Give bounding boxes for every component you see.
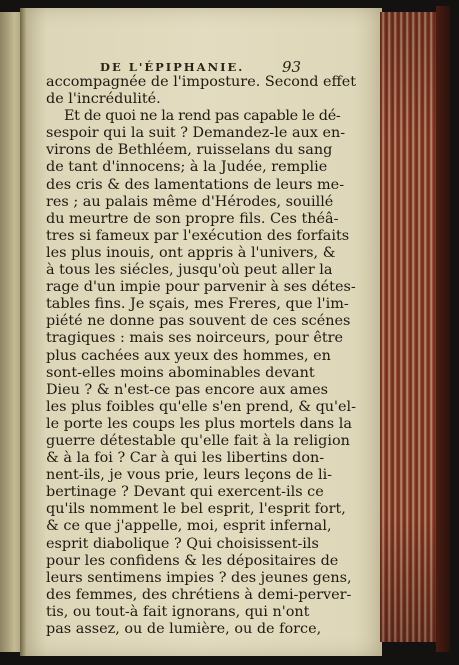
text-line: bertinage ? Devant qui exercent-ils ce: [46, 484, 324, 501]
text-line: esprit diabolique ? Qui choisissent-ils: [46, 535, 319, 552]
text-line: sespoir qui la suit ? Demandez-le aux en-: [46, 125, 346, 142]
text-line: à tous les siécles, jusqu'où peut aller la: [46, 262, 333, 279]
text-line: tables fins. Je sçais, mes Freres, que l'im-: [46, 296, 349, 313]
text-line: & à la foi ? Car à qui les libertins don-: [46, 450, 325, 467]
text-line: sont-elles moins abominables devant: [46, 364, 315, 381]
text-line: pas assez, ou de lumière, ou de force,: [46, 621, 322, 637]
text-line: qu'ils nomment le bel esprit, l'esprit fort,: [46, 501, 346, 518]
text-line: leurs sentimens impies ? des jeunes gens,: [46, 569, 352, 586]
running-head: DE L'ÉPIPHANIE.: [100, 60, 245, 74]
text-line: de tant d'innocens; à la Judée, remplie: [46, 159, 328, 176]
page-edges-shadow: [380, 12, 438, 642]
text-line: le porte les coups les plus mortels dans la: [46, 415, 352, 432]
book-cover: [436, 6, 450, 652]
text-line: de l'incrédulité.: [46, 91, 161, 108]
text-line: pour les confidens & les dépositaires de: [46, 552, 339, 569]
text-line: Et de quoi ne la rend pas capable le dé-: [64, 108, 341, 125]
text-line: Dieu ? & n'est-ce pas encore aux ames: [46, 381, 328, 398]
text-line: accompagnée de l'imposture. Second effet: [46, 74, 357, 90]
text-line: rage d'un impie pour parvenir à ses détes-: [46, 279, 356, 296]
text-line: du meurtre de son propre fils. Ces théâ-: [46, 210, 339, 227]
text-line: & ce que j'appelle, moi, esprit infernal,: [46, 518, 332, 535]
text-line: des femmes, des chrétiens à demi-perver-: [46, 586, 352, 603]
text-line: res ; au palais même d'Hérodes, souillé: [46, 193, 334, 210]
page-number: 93: [282, 58, 302, 76]
text-line: tis, ou tout-à fait ignorans, qui n'ont: [46, 603, 310, 620]
text-line: les plus foibles qu'elle s'en prend, & qu'el-: [46, 398, 356, 415]
text-line: tres si fameux par l'exécution des forfaits: [46, 227, 350, 244]
text-line: virons de Bethléem, ruisselans du sang: [46, 142, 333, 159]
text-line: guerre détestable qu'elle fait à la religion: [46, 432, 350, 449]
page-text: [46, 74, 358, 638]
text-line: nent-ils, je vous prie, leurs leçons de li-: [46, 467, 333, 484]
text-line: des cris & des lamentations de leurs me-: [46, 176, 345, 193]
text-line: tragiques : mais ses noirceurs, pour être: [46, 330, 344, 347]
text-line: piété ne donne pas souvent de ces scénes: [46, 313, 351, 330]
text-line: plus cachées aux yeux des hommes, en: [46, 347, 331, 364]
text-line: les plus inouis, ont appris à l'univers, &: [46, 244, 336, 261]
